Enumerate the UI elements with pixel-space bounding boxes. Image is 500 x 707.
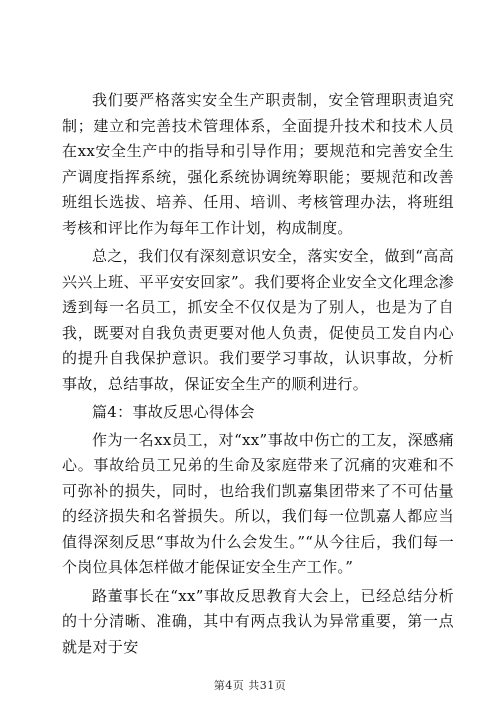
paragraph-chairman-speech: 路董事长在“xx”事故反思教育大会上，已经总结分析的十分清晰、准确，其中有两点我认为异常重要，第一点就是对于安 <box>62 586 454 656</box>
section-heading: 篇4：事故反思心得体会 <box>92 403 255 421</box>
paragraph-summary: 总之，我们仅有深刻意识安全，落实安全，做到“高高兴兴上班、平平安安回家”。我们要将企业安全文化理念渗透到每一名员工，抓安全不仅仅是为了别人，也是为了自我，既要对自我负责更要对他人负责，促使员工发自内心的提升自我保护意识。我们要学习事故，认识事故，分析事故，总结事故，保证安全生产的顺利进行。 <box>62 247 454 393</box>
paragraph-reflection: 作为一名xx员工，对“xx”事故中伤亡的工友，深感痛心。事故给员工兄弟的生命及家庭带来了沉痛的灾难和不可弥补的损失，同时，也给我们凯嘉集团带来了不可估量的经济损失和名誉损失。所以，我们每一位凯嘉人都应当值得深刻反思“事故为什么会发生。”“从今往后，我们每一个岗位具体怎样做才能保证安全生产工作。” <box>62 430 454 576</box>
paragraph-safety-responsibility: 我们要严格落实安全生产职责制，安全管理职责追究制；建立和完善技术管理体系，全面提升技术和技术人员在xx安全生产中的指导和引导作用；要规范和完善安全生产调度指挥系统，强化系统协调统筹职能；要规范和改善班组长选拔、培养、任用、培训、考核管理办法，将班组考核和评比作为每年工作计划，构成制度。 <box>62 91 454 237</box>
page-number-footer: 第4页 共31页 <box>213 679 287 692</box>
document-body <box>62 88 454 660</box>
